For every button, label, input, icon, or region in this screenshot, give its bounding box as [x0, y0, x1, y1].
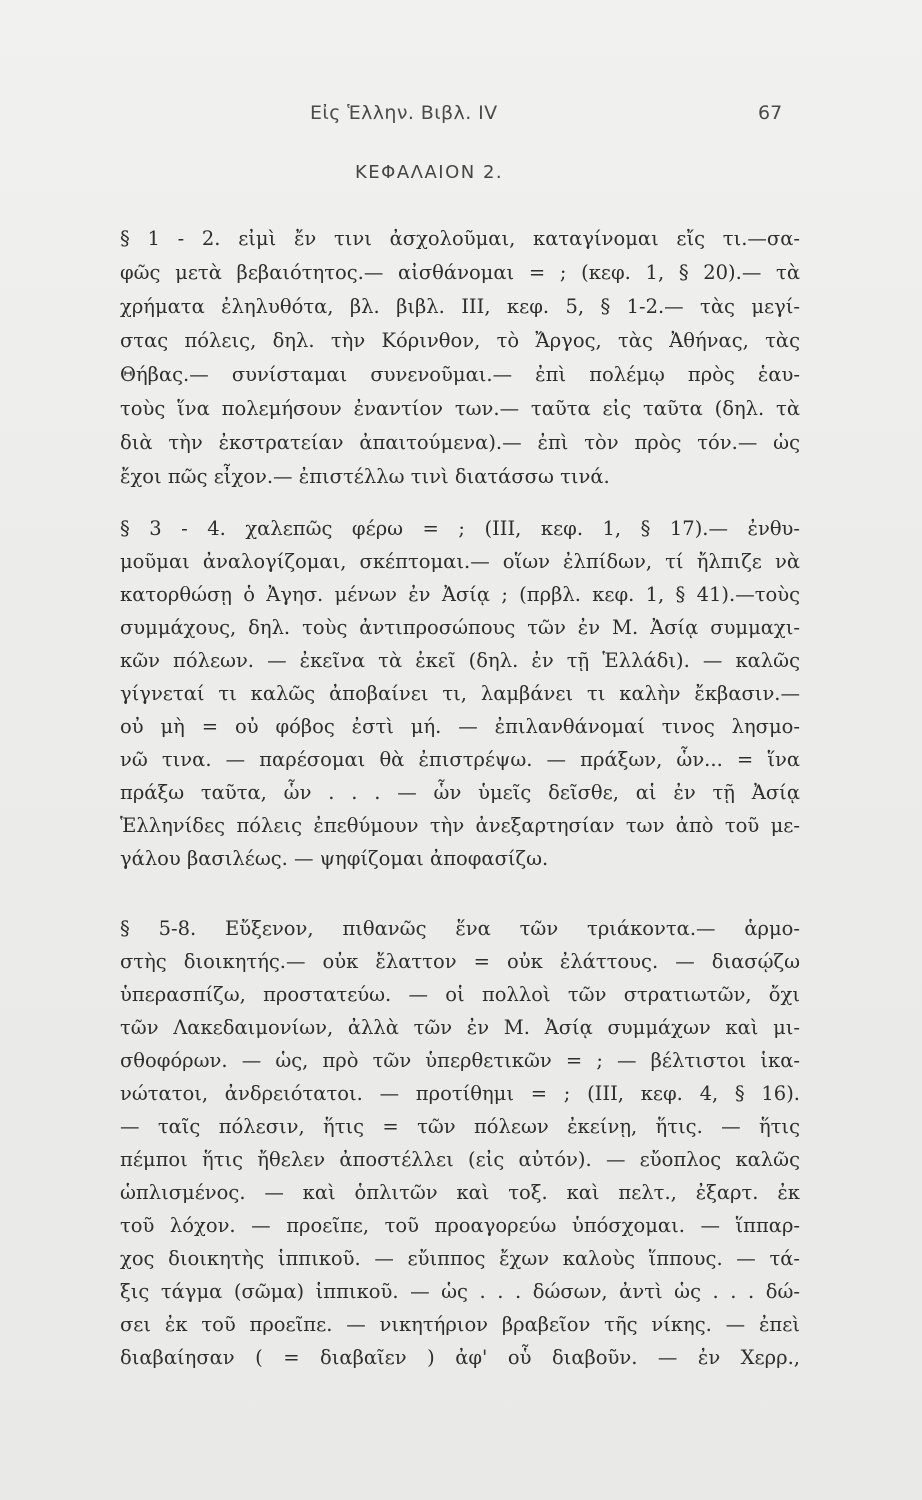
text-line: Θήβας.— συνίσταμαι συνενοῦμαι.— ἐπὶ πολέμῳ πρὸς ἑαυ-	[120, 363, 800, 386]
text-line: ξις τάγμα (σῶμα) ἱππικοῦ. — ὡς . . . δώσων, ἀντὶ ὡς . . . δώ-	[120, 1280, 800, 1303]
text-line: τοῦ λόχον. — προεῖπε, τοῦ προαγορεύω ὑπόσχομαι. — ἵππαρ-	[120, 1214, 800, 1237]
text-line: στὴς διοικητής.— οὐκ ἔλαττον = οὐκ ἐλάττους. — διασῴζω	[120, 950, 800, 973]
text-line: χρήματα ἐληλυθότα, βλ. βιβλ. III, κεφ. 5, § 1-2.— τὰς μεγί-	[120, 295, 800, 318]
text-line: οὐ μὴ = οὐ φόβος ἐστὶ μή. — ἐπιλανθάνομαί τινος λησμο-	[120, 715, 800, 738]
text-line: πράξω ταῦτα, ὧν . . . — ὧν ὑμεῖς δεῖσθε, αἱ ἐν τῇ Ἀσίᾳ	[120, 781, 800, 804]
text-line: ὡπλισμένος. — καὶ ὁπλιτῶν καὶ τοξ. καὶ πελτ., ἐξαρτ. ἐκ	[120, 1181, 800, 1204]
text-line: συμμάχους, δηλ. τοὺς ἀντιπροσώπους τῶν ἐν Μ. Ἀσίᾳ συμμαχι-	[120, 616, 800, 639]
text-line: ὑπερασπίζω, προστατεύω. — οἱ πολλοὶ τῶν στρατιωτῶν, ὄχι	[120, 983, 800, 1006]
text-line: σει ἐκ τοῦ προεῖπε. — νικητήριον βραβεῖον τῆς νίκης. — ἐπεὶ	[120, 1313, 800, 1336]
text-line: § 3 - 4. χαλεπῶς φέρω = ; (III, κεφ. 1, § 17).— ἐνθυ-	[120, 517, 800, 540]
text-line: νῶ τινα. — παρέσομαι θὰ ἐπιστρέψω. — πράξων, ὧν... = ἵνα	[120, 748, 800, 771]
text-line: ἔχοι πῶς εἶχον.— ἐπιστέλλω τινὶ διατάσσω τινά.	[120, 465, 610, 488]
text-line: στας πόλεις, δηλ. τὴν Κόρινθον, τὸ Ἄργος, τὰς Ἀθήνας, τὰς	[120, 329, 800, 352]
text-line: τῶν Λακεδαιμονίων, ἀλλὰ τῶν ἐν Μ. Ἀσίᾳ συμμάχων καὶ μι-	[120, 1016, 800, 1039]
text-line: σθοφόρων. — ὡς, πρὸ τῶν ὑπερθετικῶν = ; — βέλτιστοι ἱκα-	[120, 1049, 800, 1072]
text-line: — ταῖς πόλεσιν, ἥτις = τῶν πόλεων ἐκείνῃ, ἥτις. — ἥτις	[120, 1115, 800, 1138]
page-number: 67	[758, 102, 783, 124]
text-line: φῶς μετὰ βεβαιότητος.— αἰσθάνομαι = ; (κεφ. 1, § 20).— τὰ	[120, 261, 800, 284]
text-line: χος διοικητὴς ἱππικοῦ. — εὔιππος ἔχων καλοὺς ἵππους. — τά-	[120, 1247, 800, 1270]
text-line: γάλου βασιλέως. — ψηφίζομαι ἀποφασίζω.	[120, 847, 549, 870]
text-line: κατορθώσῃ ὁ Ἀγησ. μένων ἐν Ἀσίᾳ ; (πρβλ. κεφ. 1, § 41).—τοὺς	[120, 583, 800, 606]
text-line: κῶν πόλεων. — ἐκεῖνα τὰ ἐκεῖ (δηλ. ἐν τῇ Ἑλλάδι). — καλῶς	[120, 649, 800, 672]
running-head: Εἰς Ἑλλην. Βιβλ. IV	[310, 102, 498, 124]
text-line: γίγνεταί τι καλῶς ἀποβαίνει τι, λαμβάνει τι καλὴν ἔκβασιν.—	[120, 682, 800, 705]
text-line: διαβαίησαν ( = διαβαῖεν ) ἀφ' οὗ διαβοῦν. — ἐν Χερρ.,	[120, 1346, 800, 1369]
text-line: § 5-8. Εὔξενον, πιθανῶς ἕνα τῶν τριάκοντα.— ἁρμο-	[120, 917, 800, 940]
text-line: διὰ τὴν ἐκστρατείαν ἀπαιτούμενα).— ἐπὶ τὸν πρὸς τόν.— ὡς	[120, 431, 800, 454]
text-line: νώτατοι, ἀνδρειότατοι. — προτίθημι = ; (III, κεφ. 4, § 16).	[120, 1082, 800, 1105]
text-line: Ἑλληνίδες πόλεις ἐπεθύμουν τὴν ἀνεξαρτησίαν των ἀπὸ τοῦ με-	[120, 814, 800, 837]
text-line: τοὺς ἵνα πολεμήσουν ἐναντίον των.— ταῦτα εἰς ταῦτα (δηλ. τὰ	[120, 397, 800, 420]
text-line: § 1 - 2. εἰμὶ ἔν τινι ἀσχολοῦμαι, καταγίνομαι εἴς τι.—σα-	[120, 227, 800, 250]
chapter-title: ΚΕΦΑΛΑΙΟΝ 2.	[355, 162, 504, 183]
text-line: μοῦμαι ἀναλογίζομαι, σκέπτομαι.— οἵων ἐλπίδων, τί ἤλπιζε νὰ	[120, 550, 800, 573]
text-line: πέμποι ἥτις ἤθελεν ἀποστέλλει (εἰς αὐτόν). — εὔοπλος καλῶς	[120, 1148, 800, 1171]
